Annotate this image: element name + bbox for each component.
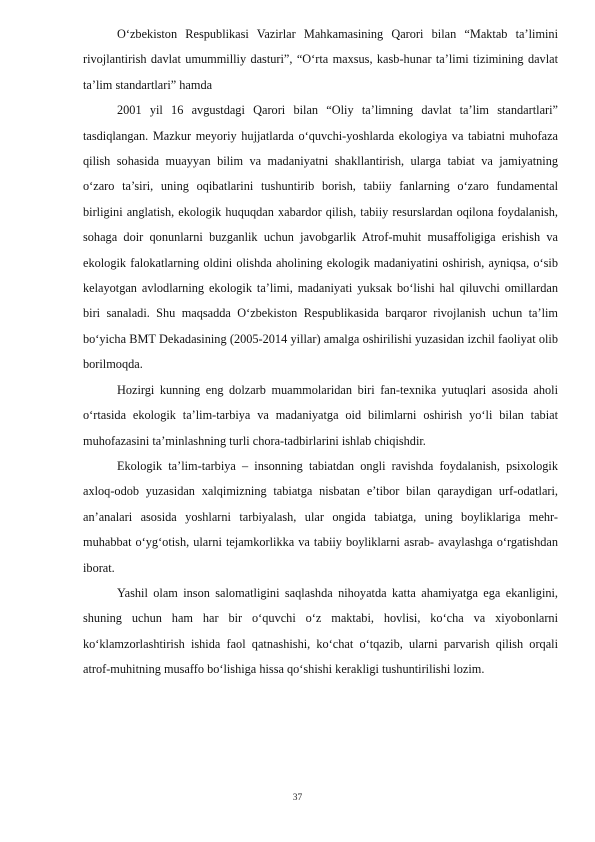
- paragraph-4: Ekologik ta’lim-tarbiya – insonning tabiatdan ongli ravishda foydalanish, psixologik axloq-odob yuzasidan xalqimizning tabiatga nisbatan e’tibor bilan qaraydigan urf-odatlari, an’analari asosida yoshlarni tarbiyalash, ular ongida tabiatga, uning boyliklariga mehr- muhabbat o‘yg‘otish, ularni tejamkorlikka va tabiiy boyliklarni asrab- avaylashga o‘rgatishdan iborat.: [83, 458, 558, 575]
- paragraph-5: Yashil olam inson salomatligini saqlashda nihoyatda katta ahamiyatga ega ekanligini, shuning uchun ham har bir o‘quvchi o‘z maktabi, hovlisi, ko‘cha va xiyobonlarni ko‘klamzorlashtirish ishida faol qatnashishi, ko‘chat o‘tqazib, ularni parvarish qilish orqali atrof-muhitning musaffo bo‘lishiga hissa qo‘shishi kerakligi tushuntirilishi lozim.: [83, 585, 558, 677]
- paragraph-1: O‘zbekiston Respublikasi Vazirlar Mahkamasining Qarori bilan “Maktab ta’limini rivojlantirish davlat umummilliy dasturi”, “O‘rta maxsus, kasb-hunar ta’limi tizimining davlat ta’lim standartlari” hamda: [83, 27, 558, 92]
- paragraph-2: 2001 yil 16 avgustdagi Qarori bilan “Oliy ta’limning davlat ta’lim standartlari” tasdiqlangan. Mazkur meyoriy hujjatlarda o‘quvchi-yoshlarda ekologiya va tabiatni muhofaza qilish sohasida muayyan bilim va madaniyatni shakllantirish, ularga tabiat va jamiyatning o‘zaro ta’siri, uning oqibatlarini tushuntirib borish, tabiiy fanlarning o‘zaro fundamental birligini anglatish, ekologik huquqdan xabardor qilish, tabiiy resurslardan oqilona foydalanish, sohaga doir qonunlarni buzganlik uchun javobgarlik Atrof-muhit musaffoligiga erishish va ekologik falokatlarning oldini olishda aholining ekologik madaniyatini oshirish, ayniqsa, o‘sib kelayotgan avlodlarning ekologik ta’limi, madaniyati yuksak bo‘lishi hal qiluvchi omillardan biri sanaladi. Shu maqsadda O‘zbekiston Respublikasida barqaror rivojlanish uchun ta’lim bo‘yicha BMT Dekadasining (2005-2014 yillar) amalga oshirilishi yuzasidan izchil faoliyat olib borilmoqda.: [83, 103, 558, 372]
- paragraph-3: Hozirgi kunning eng dolzarb muammolaridan biri fan-texnika yutuqlari asosida aholi o‘rtasida ekologik ta’lim-tarbiya va madaniyatga oid bilimlarni oshirish yo‘li bilan tabiat muhofazasini ta’minlashning turli chora-tadbirlarini ishlab chiqishdir.: [83, 382, 558, 448]
- body-text: [83, 22, 558, 683]
- page-number: 37: [292, 793, 303, 803]
